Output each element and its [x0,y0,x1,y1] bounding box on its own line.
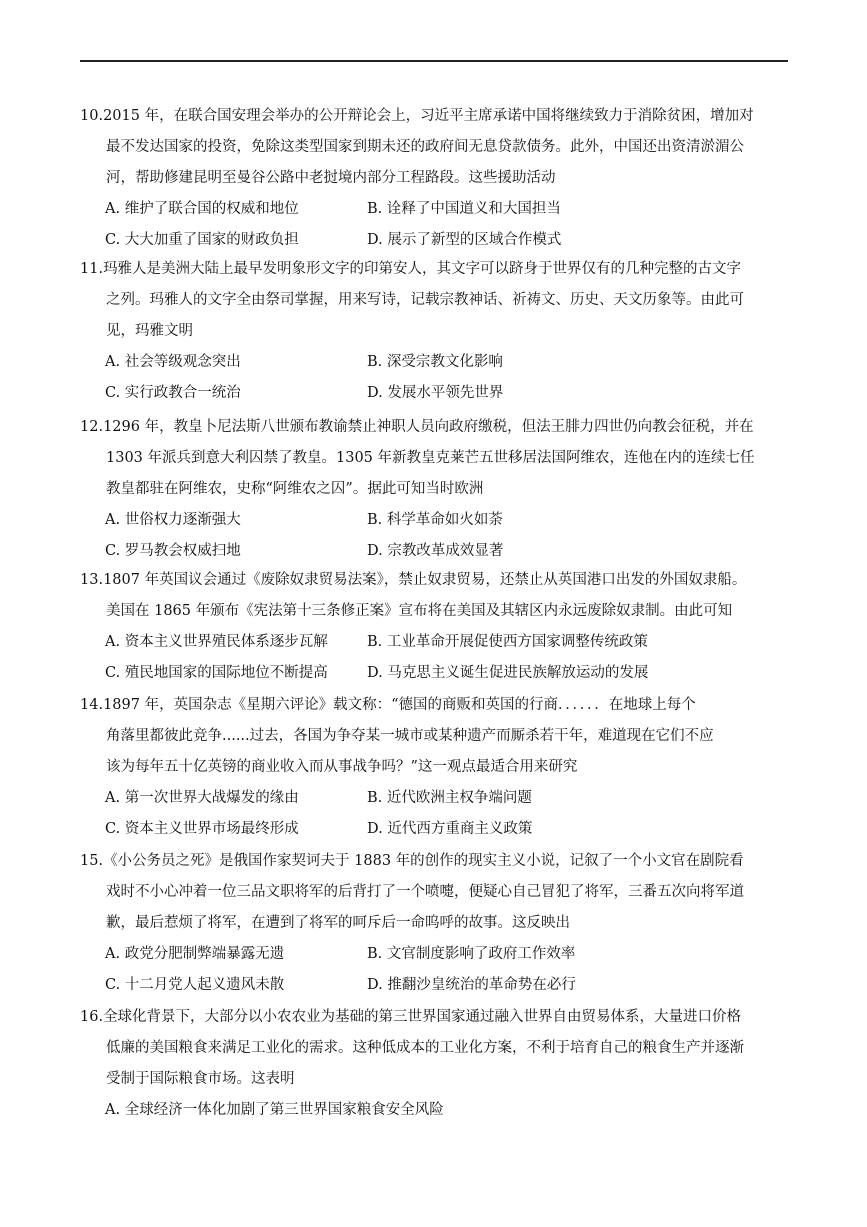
question-11 [80,254,788,409]
question-13 [80,565,788,689]
question-text: 1897 年，英国杂志《星期六评论》载文称：“德国的商贩和英国的行商．．．．．．在地球上每个 [103,697,696,713]
question-number: 10. [80,108,104,124]
question-text: 低廉的美国粮食来满足工业化的需求。这种低成本的工业化方案，不利于培育自己的粮食生产并逐渐 [106,1040,744,1056]
question-text: 歉，最后惹烦了将军，在遭到了将军的呵斥后一命呜呼的故事。这反映出 [106,915,570,931]
option-a[interactable]: A. 维护了联合国的权威和地位 [105,201,299,217]
option-d[interactable]: D. 马克思主义诞生促进民族解放运动的发展 [367,665,649,681]
option-d[interactable]: D. 推翻沙皇统治的革命势在必行 [367,977,576,993]
option-b[interactable]: B. 近代欧洲主权争端问题 [367,790,532,806]
question-text: 戏时不小心冲着一位三品文职将军的后背打了一个喷嚏，便疑心自己冒犯了将军，三番五次向将军道 [106,884,744,900]
question-text: 河，帮助修建昆明至曼谷公路中老挝境内部分工程路段。这些援助活动 [106,170,556,186]
option-a[interactable]: A. 资本主义世界殖民体系逐步瓦解 [105,634,328,650]
question-text: 该为每年五十亿英镑的商业收入而从事战争吗？”这一观点最适合用来研究 [106,759,578,775]
question-14 [80,690,788,845]
option-b[interactable]: B. 工业革命开展促使西方国家调整传统政策 [367,634,648,650]
question-number: 16. [80,1009,104,1025]
option-a[interactable]: A. 全球经济一体化加剧了第三世界国家粮食安全风险 [105,1102,444,1118]
option-d[interactable]: D. 近代西方重商主义政策 [367,821,533,837]
question-10 [80,101,788,256]
question-number: 13. [80,572,104,588]
question-text: 美国在 1865 年颁布《宪法第十三条修正案》宣布将在美国及其辖区内永远废除奴隶制。由此可知 [106,603,733,619]
question-number: 14. [80,697,104,713]
question-text: 见，玛雅文明 [106,323,193,339]
question-text: 玛雅人是美洲大陆上最早发明象形文字的印第安人，其文字可以跻身于世界仅有的几种完整的古文字 [103,261,742,277]
question-number: 15. [80,853,104,869]
question-text: 1303 年派兵到意大利囚禁了教皇。1305 年新教皇克莱芒五世移居法国阿维农，连他在内的连续七任 [106,450,755,466]
question-text: 受制于国际粮食市场。这表明 [106,1071,295,1087]
question-number: 11. [80,261,104,277]
option-d[interactable]: D. 展示了新型的区域合作模式 [367,232,562,248]
option-c[interactable]: C. 资本主义世界市场最终形成 [105,821,299,837]
question-text: 1296 年，教皇卜尼法斯八世颁布教谕禁止神职人员向政府缴税，但法王腓力四世仍向教会征税，并在 [103,419,754,435]
option-a[interactable]: A. 政党分肥制弊端暴露无遗 [105,946,285,962]
option-b[interactable]: B. 科学革命如火如荼 [367,512,503,528]
question-text: 之列。玛雅人的文字全由祭司掌握，用来写诗，记载宗教神话、祈祷文、历史、天文历象等。由此可 [106,292,744,308]
option-c[interactable]: C. 大大加重了国家的财政负担 [105,232,299,248]
question-text: 2015 年，在联合国安理会举办的公开辩论会上，习近平主席承诺中国将继续致力于消除贫困，增加对 [103,108,754,124]
option-a[interactable]: A. 社会等级观念突出 [105,354,241,370]
header-rule [80,60,788,62]
option-c[interactable]: C. 殖民地国家的国际地位不断提高 [105,665,328,681]
option-c[interactable]: C. 罗马教会权威扫地 [105,543,241,559]
option-b[interactable]: B. 诠释了中国道义和大国担当 [367,201,561,217]
option-d[interactable]: D. 宗教改革成效显著 [367,543,504,559]
option-a[interactable]: A. 第一次世界大战爆发的缘由 [105,790,299,806]
option-c[interactable]: C. 十二月党人起义遗风未散 [105,977,285,993]
question-text: 1807 年英国议会通过《废除奴隶贸易法案》，禁止奴隶贸易，还禁止从英国港口出发的外国奴隶船。 [103,572,747,588]
question-text: 最不发达国家的投资，免除这类型国家到期未还的政府间无息贷款债务。此外，中国还出资清淤湄公 [106,139,744,155]
question-text: 教皇都驻在阿维农，史称“阿维农之囚”。据此可知当时欧洲 [106,481,484,497]
question-15 [80,846,788,1001]
question-text: 《小公务员之死》是俄国作家契诃夫于 1883 年的创作的现实主义小说，记叙了一个小文官在剧院看 [103,853,744,869]
question-12 [80,412,788,567]
question-text: 全球化背景下，大部分以小农农业为基础的第三世界国家通过融入世界自由贸易体系，大量进口价格 [103,1009,742,1025]
option-b[interactable]: B. 文官制度影响了政府工作效率 [367,946,576,962]
option-c[interactable]: C. 实行政教合一统治 [105,385,241,401]
question-number: 12. [80,419,104,435]
question-text: 角落里都彼此竞争......过去，各国为争夺某一城市或某种遗产而厮杀若干年，难道现在它们不应 [106,728,714,744]
option-a[interactable]: A. 世俗权力逐渐强大 [105,512,241,528]
question-16 [80,1002,788,1126]
option-d[interactable]: D. 发展水平领先世界 [367,385,504,401]
option-b[interactable]: B. 深受宗教文化影响 [367,354,503,370]
